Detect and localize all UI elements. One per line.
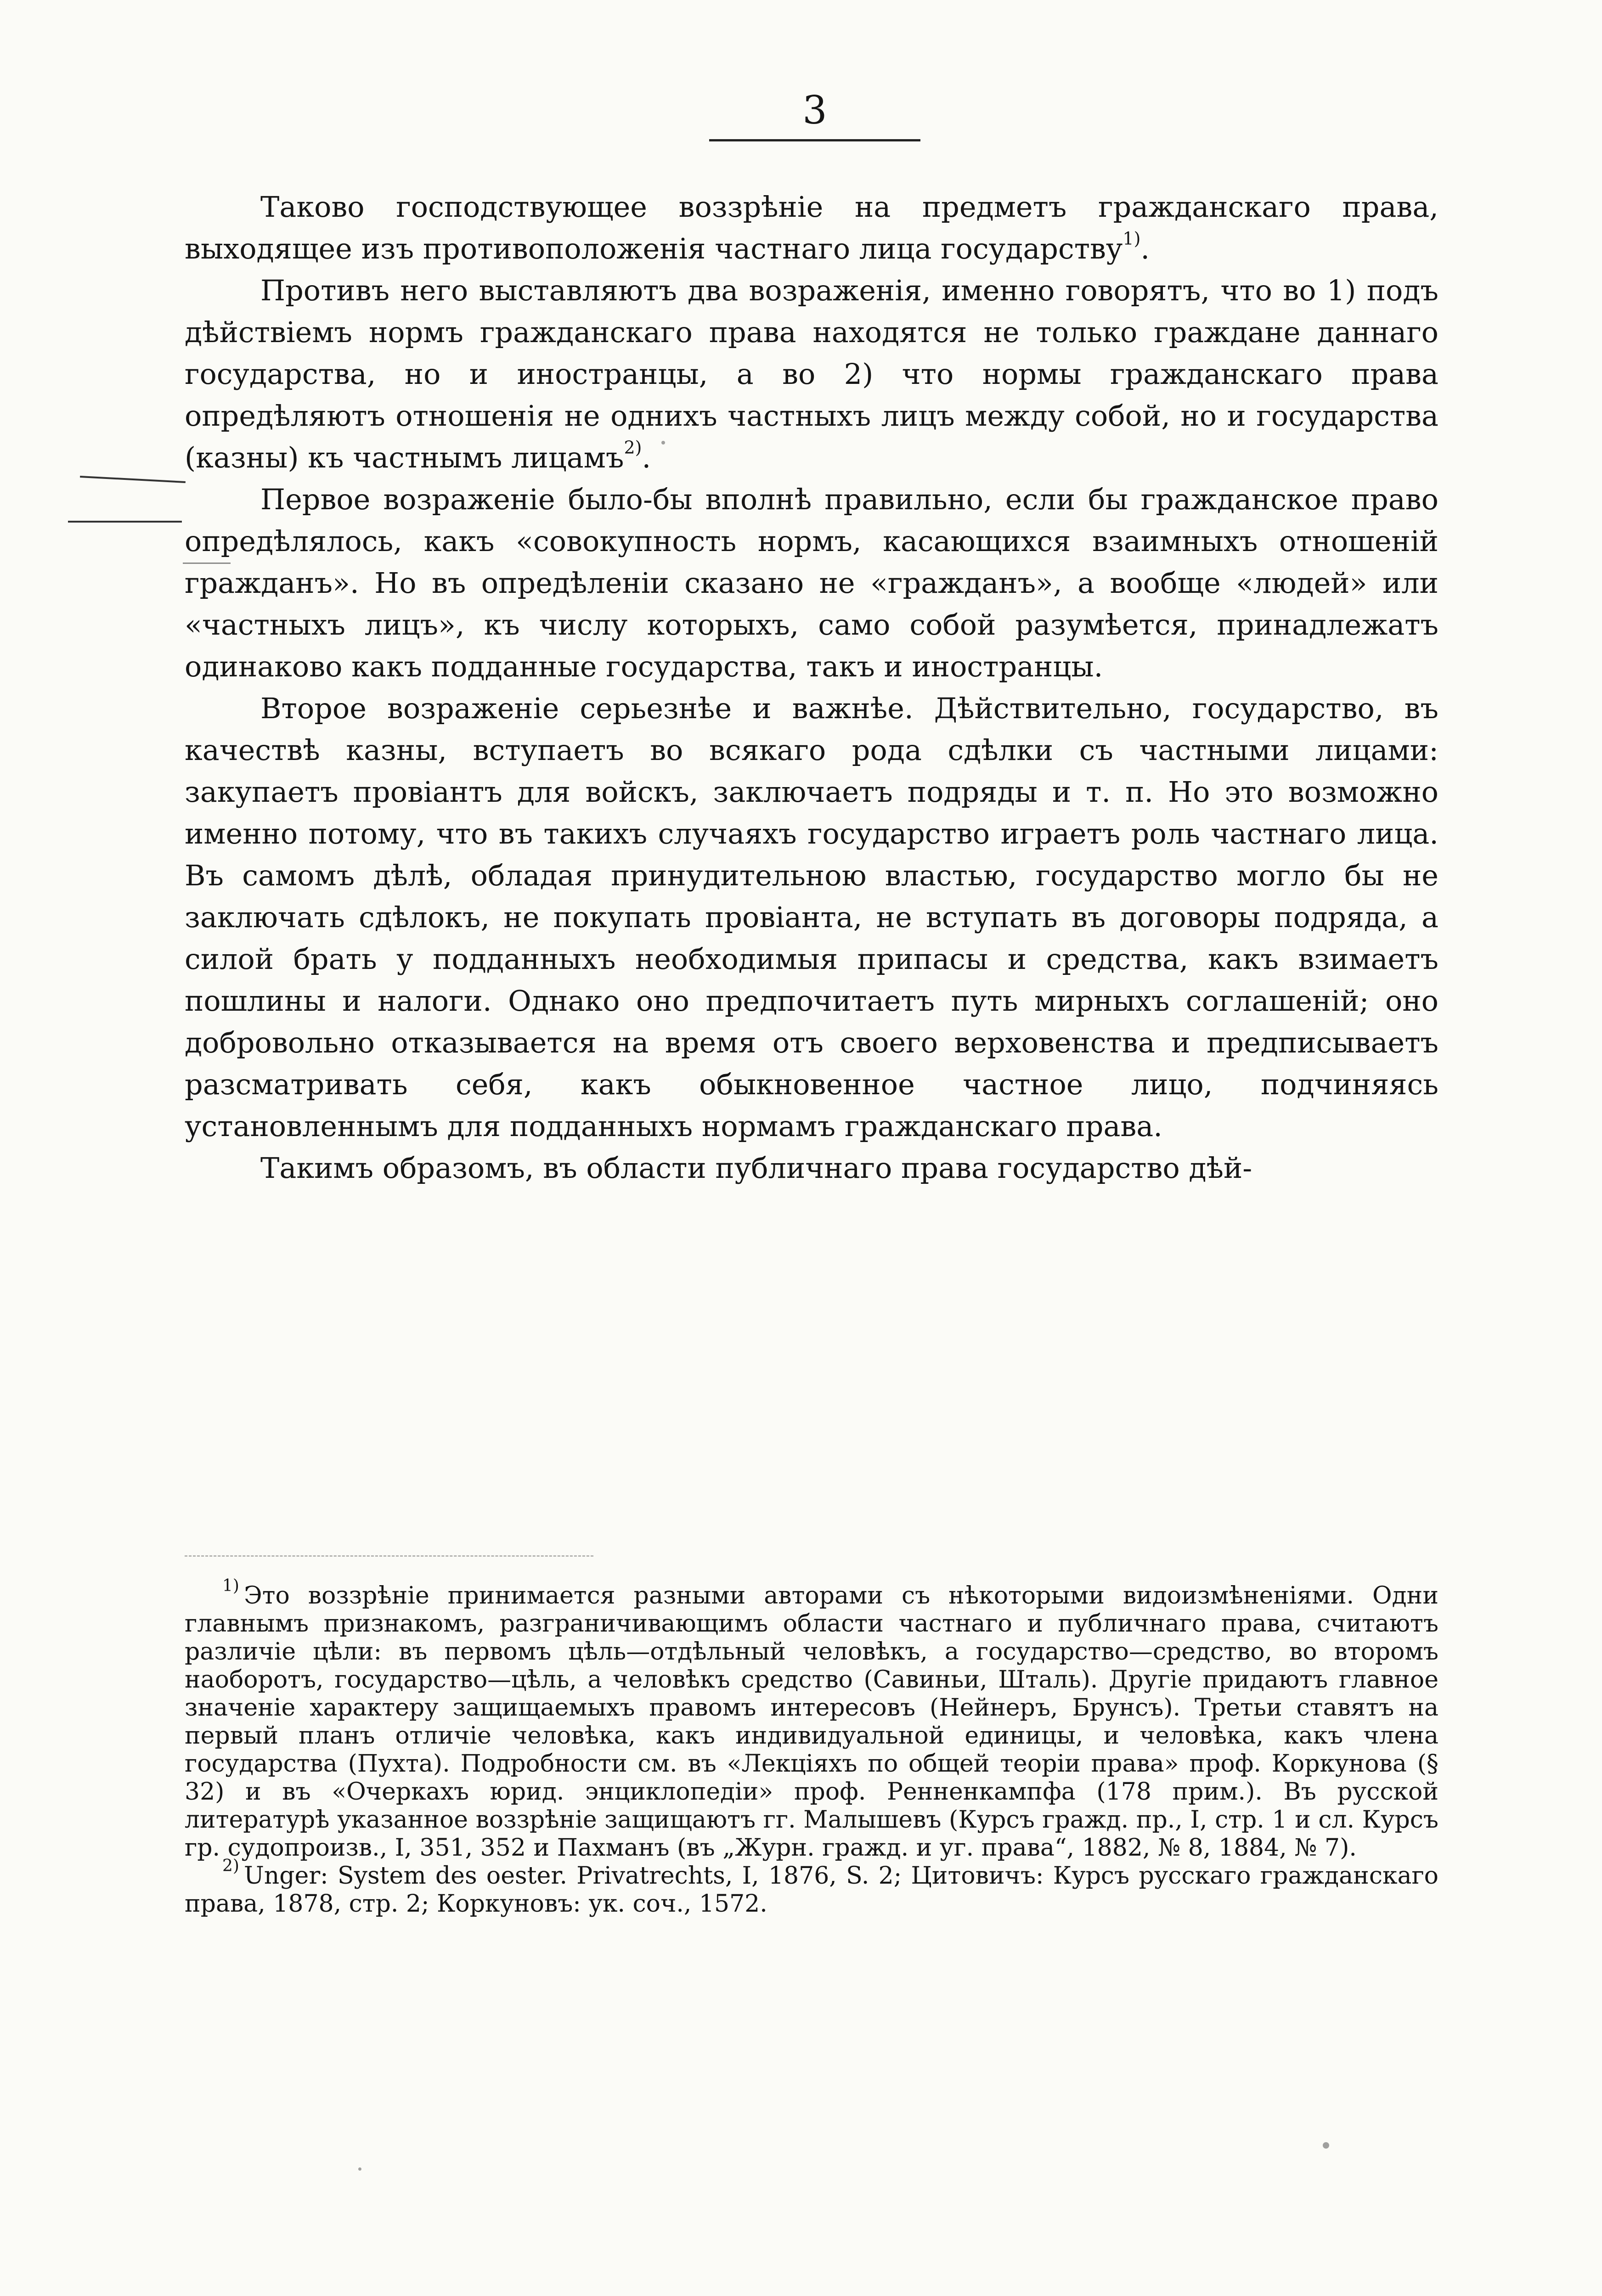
margin-pencil-mark [80, 476, 186, 483]
footnotes [185, 1576, 1438, 1918]
paragraph [185, 687, 1438, 1147]
footnote [185, 1857, 1438, 1918]
scan-speck [661, 441, 665, 445]
paragraph [185, 186, 1438, 270]
paragraph-text: Противъ него выставляютъ два возраженія, именно говорятъ, что во 1) подъ дѣйствіемъ нормъ гражданскаго права находятся не только граждане даннаго государства, но и иностранцы, а во 2) что нормы гражданскаго права опредѣляютъ отношенія не однихъ частныхъ лицъ между собой, но и государства (казны) къ частнымъ лицамъ [185, 274, 1438, 474]
page-number: 3 [802, 88, 827, 133]
paragraph-text: Первое возраженіе было-бы вполнѣ правильно, если бы гражданское право опредѣлялось, какъ «совокупность нормъ, касающихся взаимныхъ отношеній гражданъ». Но въ опредѣленіи сказано не «гражданъ», а вообще «людей» или «частныхъ лицъ», къ числу которыхъ, само собой разумѣется, принадлежатъ одинаково какъ подданные государства, такъ и иностранцы. [185, 483, 1438, 683]
margin-pencil-mark [68, 521, 182, 523]
paragraph [185, 1147, 1438, 1189]
footnote-mark: 2) [222, 1857, 239, 1875]
footnote-text: Unger: System des oester. Privatrechts, I, 1876, S. 2; Цитовичъ: Курсъ русскаго гражданскаго права, 1878, стр. 2; Коркуновъ: ук. соч., 1572. [185, 1862, 1438, 1918]
page-number-rule [709, 139, 920, 141]
paragraph-punctuation: . [1140, 232, 1150, 265]
footnote-mark: 1) [222, 1576, 239, 1595]
paragraph-text: Такимъ образомъ, въ области публичнаго права государство дѣй- [260, 1151, 1252, 1185]
footnote-text: Это воззрѣніе принимается разными авторами съ нѣкоторыми видоизмѣненіями. Одни главнымъ признакомъ, разграничивающимъ области частнаго и публичнаго права, считаютъ различіе цѣли: въ первомъ цѣль—отдѣльный человѣкъ, а государство—средство, во второмъ наоборотъ, государство—цѣль, а человѣкъ средство (Савиньи, Шталь). Другіе придаютъ главное значеніе характеру защищаемыхъ правомъ интересовъ (Нейнеръ, Брунсъ). Третьи ставятъ на первый планъ отличіе человѣка, какъ индивидуальной единицы, и человѣка, какъ члена государства (Пухта). Подробности см. въ «Лекціяхъ по общей теоріи права» проф. Коркунова (§ 32) и въ «Очеркахъ юрид. энциклопедіи» проф. Ренненкампфа (178 прим.). Въ русской литературѣ указанное воззрѣніе защищаютъ гг. Малышевъ (Курсъ гражд. пр., I, стр. 1 и сл. Курсъ гр. судопроизв., I, 351, 352 и Пахманъ (въ „Журн. гражд. и уг. права“, 1882, № 8, 1884, № 7). [185, 1582, 1438, 1862]
footnote [185, 1576, 1438, 1862]
scan-speck [1323, 2142, 1329, 2149]
footnote-reference: 2) [624, 437, 642, 458]
paragraph [185, 270, 1438, 478]
paragraph [185, 478, 1438, 687]
main-text [185, 186, 1438, 1189]
paragraph-text: Таково господствующее воззрѣніе на предметъ гражданскаго права, выходящее изъ противоположенія частнаго лица государству [185, 190, 1438, 265]
footnote-reference: 1) [1123, 228, 1141, 249]
paragraph-text: Второе возраженіе серьезнѣе и важнѣе. Дѣйствительно, государство, въ качествѣ казны, вступаетъ во всякаго рода сдѣлки съ частными лицами: закупаетъ провіантъ для войскъ, заключаетъ подряды и т. п. Но это возможно именно потому, что въ такихъ случаяхъ государство играетъ роль частнаго лица. Въ самомъ дѣлѣ, обладая принудительною властью, государство могло бы не заключать сдѣлокъ, не покупать провіанта, не вступать въ договоры подряда, а силой брать у подданныхъ необходимыя припасы и средства, какъ взимаетъ пошлины и налоги. Однако оно предпочитаетъ путь мирныхъ соглашеній; оно добровольно отказывается на время отъ своего верховенства и предписываетъ разсматривать себя, какъ обыкновенное частное лицо, подчиняясь установленнымъ для подданныхъ нормамъ гражданскаго права. [185, 692, 1438, 1143]
paragraph-punctuation: . [642, 441, 651, 474]
scan-speck [358, 2167, 361, 2171]
footnote-separator [185, 1555, 593, 1557]
